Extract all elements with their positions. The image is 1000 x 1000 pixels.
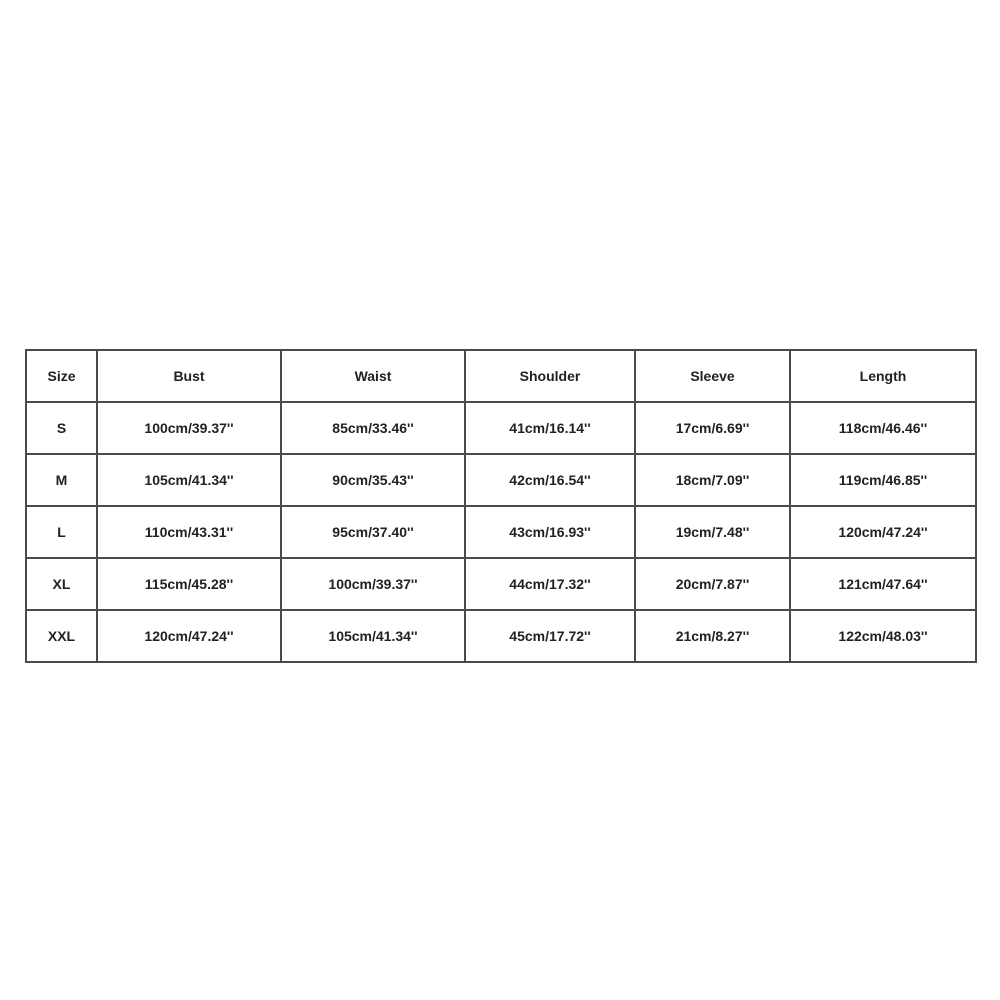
header-bust: Bust	[97, 350, 281, 402]
size-cell: XXL	[26, 610, 97, 662]
header-size: Size	[26, 350, 97, 402]
table-row	[26, 454, 976, 506]
size-cell: XL	[26, 558, 97, 610]
size-chart-table	[25, 349, 977, 663]
shoulder-cell: 43cm/16.93''	[465, 506, 635, 558]
table-row	[26, 506, 976, 558]
waist-cell: 85cm/33.46''	[281, 402, 465, 454]
bust-cell: 110cm/43.31''	[97, 506, 281, 558]
waist-cell: 105cm/41.34''	[281, 610, 465, 662]
size-cell: M	[26, 454, 97, 506]
length-cell: 122cm/48.03''	[790, 610, 976, 662]
table-row	[26, 558, 976, 610]
sleeve-cell: 20cm/7.87''	[635, 558, 790, 610]
size-cell: S	[26, 402, 97, 454]
table-row	[26, 402, 976, 454]
shoulder-cell: 41cm/16.14''	[465, 402, 635, 454]
sleeve-cell: 18cm/7.09''	[635, 454, 790, 506]
bust-cell: 105cm/41.34''	[97, 454, 281, 506]
bust-cell: 115cm/45.28''	[97, 558, 281, 610]
length-cell: 118cm/46.46''	[790, 402, 976, 454]
shoulder-cell: 42cm/16.54''	[465, 454, 635, 506]
waist-cell: 95cm/37.40''	[281, 506, 465, 558]
shoulder-cell: 44cm/17.32''	[465, 558, 635, 610]
length-cell: 120cm/47.24''	[790, 506, 976, 558]
length-cell: 121cm/47.64''	[790, 558, 976, 610]
header-waist: Waist	[281, 350, 465, 402]
shoulder-cell: 45cm/17.72''	[465, 610, 635, 662]
sleeve-cell: 17cm/6.69''	[635, 402, 790, 454]
bust-cell: 120cm/47.24''	[97, 610, 281, 662]
header-sleeve: Sleeve	[635, 350, 790, 402]
sleeve-cell: 21cm/8.27''	[635, 610, 790, 662]
size-cell: L	[26, 506, 97, 558]
waist-cell: 100cm/39.37''	[281, 558, 465, 610]
header-shoulder: Shoulder	[465, 350, 635, 402]
header-row	[26, 350, 976, 402]
sleeve-cell: 19cm/7.48''	[635, 506, 790, 558]
table-row	[26, 610, 976, 662]
waist-cell: 90cm/35.43''	[281, 454, 465, 506]
length-cell: 119cm/46.85''	[790, 454, 976, 506]
header-length: Length	[790, 350, 976, 402]
bust-cell: 100cm/39.37''	[97, 402, 281, 454]
